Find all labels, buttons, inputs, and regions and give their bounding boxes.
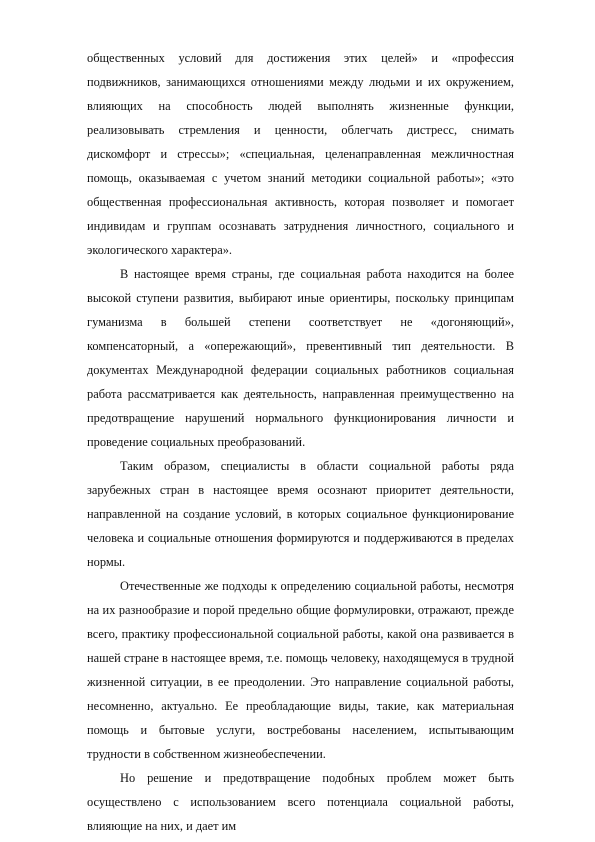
paragraph: Отечественные же подходы к определению социальной работы, несмотря на их разнообразие и порой предельно общие формулировки, отражают, прежде всего, практику профессиональной социальной работы, какой она развивается в нашей стране в настоящее время, т.е. помощь человеку, находящемуся в трудной жизненной ситуации, в ее преодолении. Это направление социальной работы, несомненно, актуально. Ее преобладающие виды, такие, как материальная помощь и бытовые услуги, востребованы населением, испытывающим трудности в собственном жизнеобеспечении. <box>87 579 514 761</box>
paragraph: В настоящее время страны, где социальная работа находится на более высокой ступени развития, выбирают иные ориентиры, поскольку принципам гуманизма в большей степени соответствует не «догоняющий», компенсаторный, а «опережающий», превентивный тип деятельности. В документах Международной федерации социальных работников социальная работа рассматривается как деятельность, направленная преимущественно на предотвращение нарушений нормального функционирования личности и проведение социальных преобразований. <box>87 267 514 449</box>
paragraph: Таким образом, специалисты в области социальной работы ряда зарубежных стран в настоящее время осознают приоритет деятельности, направленной на создание условий, в которых социальное функционирование человека и социальные отношения формируются и поддерживаются в пределах нормы. <box>87 459 514 569</box>
body-text <box>87 46 514 838</box>
paragraph: Но решение и предотвращение подобных проблем может быть осуществлено с использованием всего потенциала социальной работы, влияющие на них, и дает им <box>87 771 514 833</box>
paragraph: общественных условий для достижения этих целей» и «профессия подвижников, занимающихся отношениями между людьми и их окружением, влияющих на способность людей выполнять жизненные функции, реализовывать стремления и ценности, облегчать дистресс, снимать дискомфорт и стрессы»; «специальная, целенаправленная межличностная помощь, оказываемая с учетом знаний методики социальной работы»; «это общественная профессиональная активность, которая позволяет и помогает индивидам и группам осознавать затруднения личностного, социального и экологического характера». <box>87 51 514 257</box>
